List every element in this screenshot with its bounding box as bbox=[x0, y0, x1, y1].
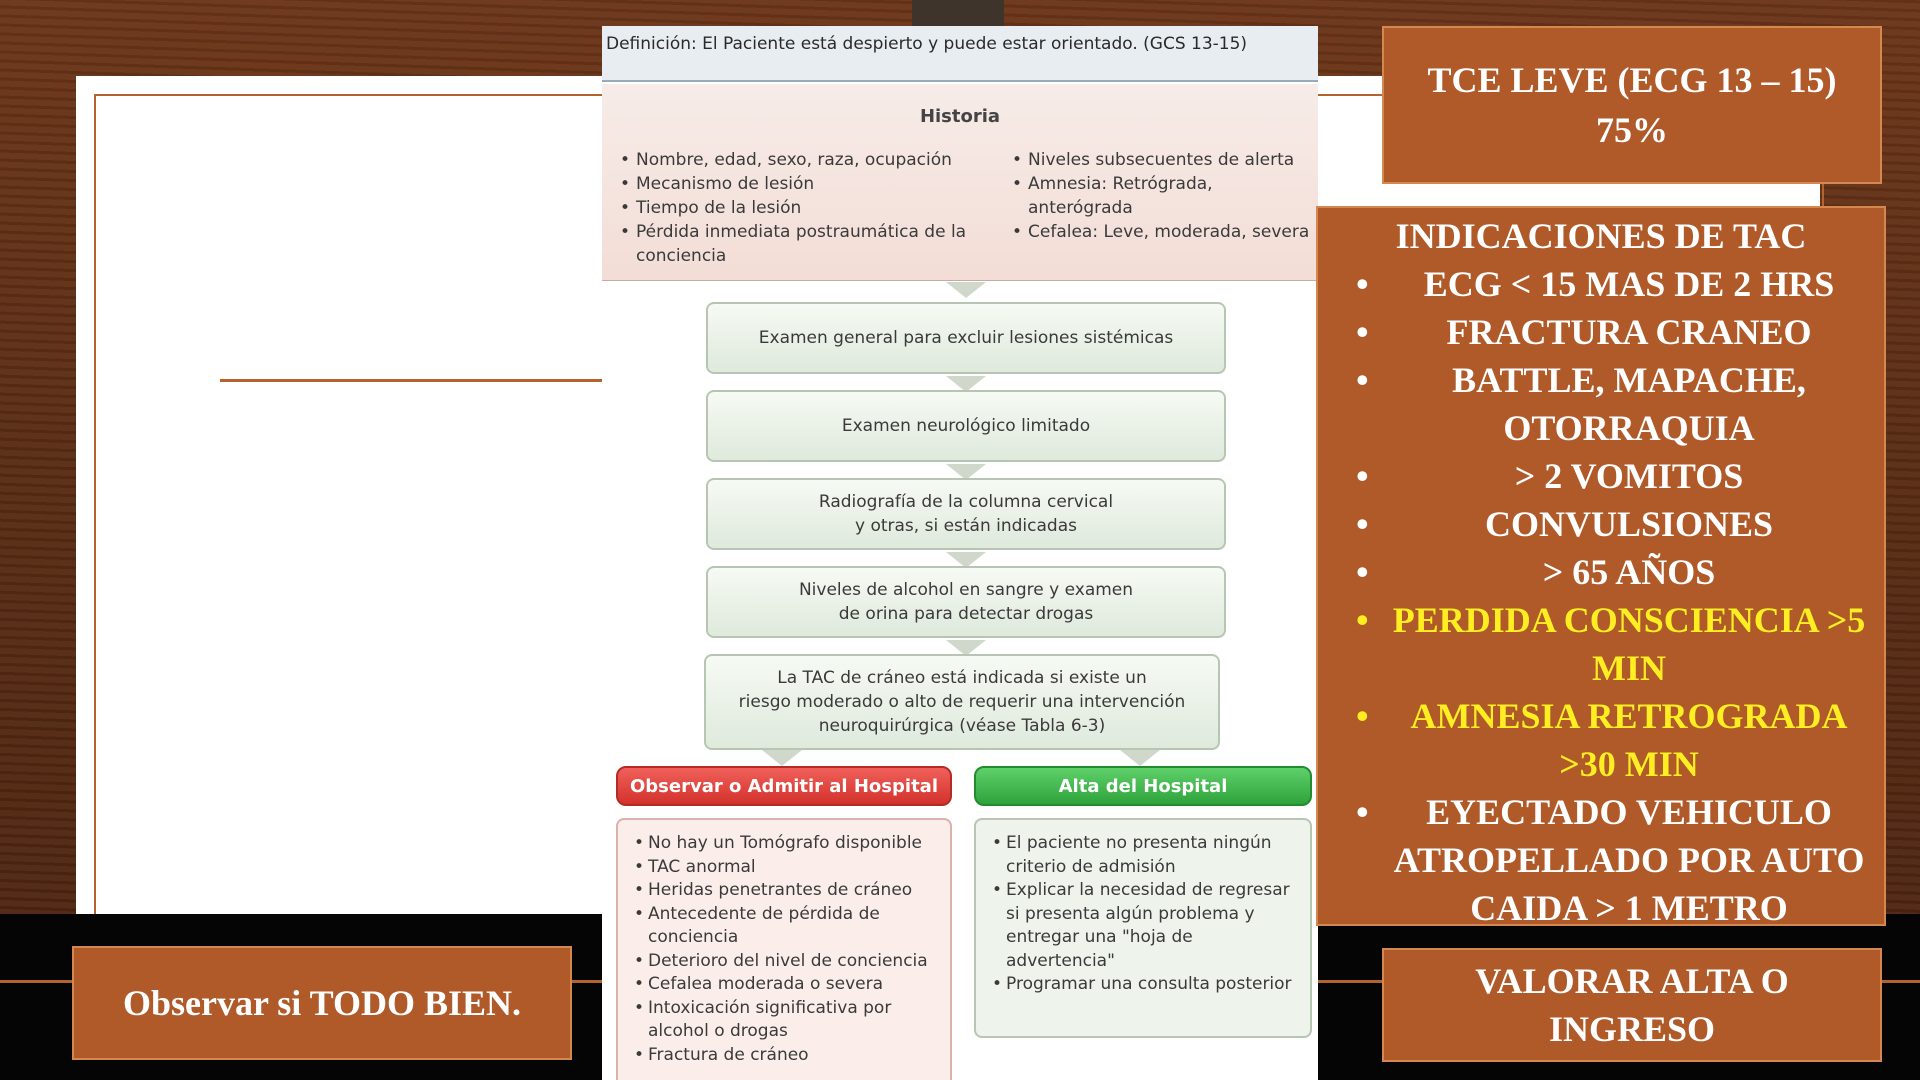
indicaciones-title: INDICACIONES DE TAC bbox=[1395, 216, 1807, 256]
valorar-line-2: INGRESO bbox=[1548, 1009, 1716, 1049]
list-item: • El paciente no presenta ningún criterio de admisión bbox=[992, 832, 1304, 879]
historia-left-list bbox=[620, 148, 990, 268]
step-text: Niveles de alcohol en sangre y examen bbox=[798, 580, 1134, 600]
alta-hospital-header: Alta del Hospital bbox=[974, 766, 1312, 806]
historia-right-list bbox=[1012, 148, 1312, 244]
step-tac-indicada bbox=[704, 654, 1220, 750]
list-item bbox=[1318, 356, 1884, 452]
bullet-icon: • bbox=[1356, 360, 1369, 400]
step-radiografia bbox=[706, 478, 1226, 550]
step-text: Radiografía de la columna cervical bbox=[818, 492, 1114, 512]
historia-section bbox=[602, 84, 1318, 281]
observar-admitir-header: Observar o Admitir al Hospital bbox=[616, 766, 952, 806]
list-item: • Explicar la necesidad de regresar si presenta algún problema y entregar una "hoja de advertencia" bbox=[992, 879, 1304, 973]
bullet-icon: • bbox=[1356, 456, 1369, 496]
list-item: • Nombre, edad, sexo, raza, ocupación bbox=[620, 148, 990, 172]
title-divider-line bbox=[220, 379, 608, 382]
list-item: • Intoxicación significativa por alcohol o drogas bbox=[634, 997, 944, 1044]
observar-text: Observar si TODO BIEN. bbox=[122, 983, 522, 1023]
step-text: neuroquirúrgica (véase Tabla 6-3) bbox=[818, 716, 1106, 736]
list-item bbox=[1318, 452, 1884, 500]
indicacion-text: EYECTADO VEHICULO ATROPELLADO POR AUTO CAIDA > 1 METRO bbox=[1393, 792, 1865, 928]
indicacion-text: CONVULSIONES bbox=[1484, 504, 1774, 544]
indicacion-text: AMNESIA RETROGRADA >30 MIN bbox=[1410, 696, 1848, 784]
valorar-line-1: VALORAR ALTA O bbox=[1475, 961, 1789, 1001]
bullet-icon: • bbox=[1356, 792, 1369, 832]
list-item bbox=[1318, 548, 1884, 596]
step-alcohol-drogas bbox=[706, 566, 1226, 638]
list-item: • Cefalea moderada o severa bbox=[634, 973, 944, 997]
flow-arrow bbox=[1120, 750, 1160, 766]
top-dark-slot bbox=[912, 0, 1004, 26]
historia-title: Historia bbox=[919, 106, 1001, 127]
observar-criteria-box bbox=[616, 818, 952, 1080]
bullet-icon: • bbox=[1356, 600, 1369, 640]
list-item: • TAC anormal bbox=[634, 856, 944, 880]
list-item: • Antecedente de pérdida de conciencia bbox=[634, 903, 944, 950]
step-text: y otras, si están indicadas bbox=[854, 516, 1077, 536]
list-item: • Fractura de cráneo bbox=[634, 1044, 944, 1068]
list-item bbox=[1318, 500, 1884, 548]
flow-arrow bbox=[762, 750, 802, 766]
step-examen-neurologico bbox=[706, 390, 1226, 462]
indicaciones-list bbox=[1318, 260, 1884, 932]
list-item: • Heridas penetrantes de cráneo bbox=[634, 879, 944, 903]
list-item: • Niveles subsecuentes de alerta bbox=[1012, 148, 1312, 172]
flowchart-definition: Definición: El Paciente está despierto y puede estar orientado. (GCS 13-15) bbox=[602, 26, 1318, 82]
indicacion-text: > 65 AÑOS bbox=[1542, 552, 1716, 592]
list-item bbox=[1318, 308, 1884, 356]
list-item: • Cefalea: Leve, moderada, severa bbox=[1012, 220, 1312, 244]
step-text: riesgo moderado o alto de requerir una intervención bbox=[738, 692, 1186, 712]
indicacion-text: > 2 VOMITOS bbox=[1514, 456, 1744, 496]
tce-leve-percent: 75% bbox=[1596, 110, 1668, 150]
tce-leve-title: TCE LEVE (ECG 13 – 15) bbox=[1427, 60, 1837, 100]
indicaciones-tac-box bbox=[1316, 206, 1886, 926]
list-item: • Pérdida inmediata postraumática de la conciencia bbox=[620, 220, 990, 268]
list-item: • Programar una consulta posterior bbox=[992, 973, 1304, 997]
list-item bbox=[1318, 596, 1884, 692]
step-examen-general bbox=[706, 302, 1226, 374]
flow-arrow bbox=[946, 282, 986, 298]
step-text: de orina para detectar drogas bbox=[838, 604, 1094, 624]
list-item bbox=[1318, 260, 1884, 308]
indicacion-text: FRACTURA CRANEO bbox=[1446, 312, 1812, 352]
list-item: • Amnesia: Retrógrada, anterógrada bbox=[1012, 172, 1312, 220]
list-item: • No hay un Tomógrafo disponible bbox=[634, 832, 944, 856]
bullet-icon: • bbox=[1356, 264, 1369, 304]
bullet-icon: • bbox=[1356, 312, 1369, 352]
flowchart-image bbox=[602, 26, 1318, 1080]
step-text: La TAC de cráneo está indicada si existe un bbox=[777, 668, 1147, 688]
step-text: Examen general para excluir lesiones sistémicas bbox=[758, 328, 1174, 348]
bullet-icon: • bbox=[1356, 696, 1369, 736]
tce-leve-box bbox=[1382, 26, 1882, 184]
alta-criteria-box bbox=[974, 818, 1312, 1038]
step-text: Examen neurológico limitado bbox=[841, 416, 1091, 436]
observar-todo-bien-box bbox=[72, 946, 572, 1060]
bullet-icon: • bbox=[1356, 552, 1369, 592]
list-item bbox=[1318, 788, 1884, 932]
list-item: • Deterioro del nivel de conciencia bbox=[634, 950, 944, 974]
bullet-icon: • bbox=[1356, 504, 1369, 544]
valorar-alta-box bbox=[1382, 948, 1882, 1062]
indicacion-text: ECG < 15 MAS DE 2 HRS bbox=[1423, 264, 1835, 304]
indicacion-text: PERDIDA CONSCIENCIA >5 MIN bbox=[1392, 600, 1866, 688]
indicacion-text: BATTLE, MAPACHE, OTORRAQUIA bbox=[1452, 360, 1806, 448]
list-item: • Mecanismo de lesión bbox=[620, 172, 990, 196]
list-item: • Tiempo de la lesión bbox=[620, 196, 990, 220]
list-item bbox=[1318, 692, 1884, 788]
